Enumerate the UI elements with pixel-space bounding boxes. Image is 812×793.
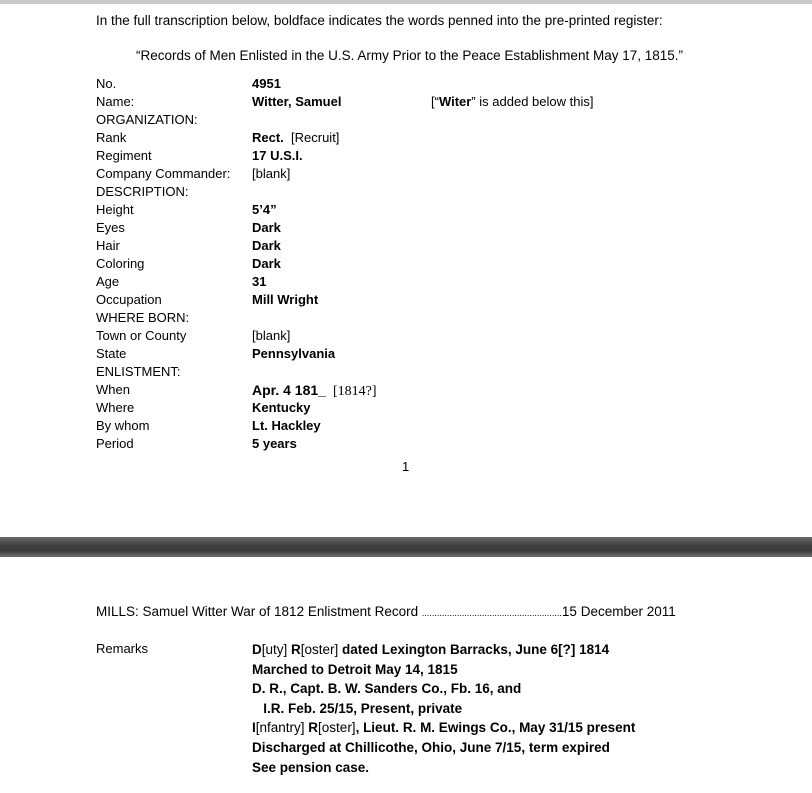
remark-line: D. R., Capt. B. W. Sanders Co., Fb. 16, and — [252, 681, 522, 697]
field-label: When — [96, 382, 130, 397]
field-label: Age — [96, 274, 120, 289]
field-value: [blank] — [252, 328, 291, 343]
remark-line: D[uty] R[oster] dated Lexington Barracks, June 6[?] 1814 — [252, 642, 610, 657]
field-label: Town or County — [96, 328, 187, 343]
field-value: Apr. 4 181_ [1814?] — [252, 382, 377, 399]
field-value: Dark — [252, 256, 281, 271]
field-label: ORGANIZATION: — [96, 112, 198, 127]
remark-line: Marched to Detroit May 14, 1815 — [252, 661, 458, 677]
header-date: 15 December 2011 — [561, 604, 676, 619]
remark-line: I.R. Feb. 25/15, Present, private — [252, 700, 463, 716]
field-label: DESCRIPTION: — [96, 184, 189, 199]
field-value: Lt. Hackley — [252, 418, 321, 433]
field-value: Mill Wright — [252, 292, 319, 307]
field-label: Regiment — [96, 148, 152, 163]
page-number: 1 — [402, 459, 410, 474]
field-label: Occupation — [96, 292, 162, 307]
field-label: Hair — [96, 238, 120, 253]
remark-line: Discharged at Chillicothe, Ohio, June 7/15, term expired — [252, 740, 610, 755]
field-value: 5’4” — [252, 202, 277, 217]
header-leader-dots: ........................................................ — [421, 608, 562, 618]
remark-line: I[nfantry] R[oster], Lieut. R. M. Ewings Co., May 31/15 present — [252, 720, 636, 736]
remark-line: See pension case. — [252, 759, 370, 775]
field-value: Witter, Samuel — [252, 94, 342, 109]
field-value: 31 — [252, 274, 267, 289]
remarks-label: Remarks — [96, 641, 149, 656]
page-separator — [0, 537, 812, 557]
field-value: 5 years — [252, 436, 297, 451]
intro-text: In the full transcription below, boldface indicates the words penned into the pre-printed register: — [96, 13, 663, 28]
field-label: Rank — [96, 130, 127, 145]
field-note: [“Witer” is added below this] — [431, 94, 594, 109]
page-header — [96, 604, 676, 619]
page-top-edge — [0, 0, 812, 4]
register-title: “Records of Men Enlisted in the U.S. Army Prior to the Peace Establishment May 17, 1815.” — [136, 48, 684, 63]
field-label: Name: — [96, 94, 135, 109]
field-label: ENLISTMENT: — [96, 364, 181, 379]
field-label: WHERE BORN: — [96, 310, 190, 325]
field-value: 17 U.S.I. — [252, 148, 303, 163]
field-label: No. — [96, 76, 117, 91]
field-value: Dark — [252, 220, 281, 235]
field-value: Pennsylvania — [252, 346, 336, 361]
field-label: Coloring — [96, 256, 145, 271]
field-value: Rect. [Recruit] — [252, 130, 340, 145]
field-annotation: [1814?] — [325, 384, 377, 399]
field-label: Where — [96, 400, 135, 415]
field-label: Period — [96, 436, 134, 451]
field-value: Kentucky — [252, 400, 311, 415]
header-title: MILLS: Samuel Witter War of 1812 Enlistment Record — [96, 604, 419, 619]
field-value: [blank] — [252, 166, 291, 181]
field-label: State — [96, 346, 127, 361]
field-annotation: [Recruit] — [283, 130, 340, 145]
field-label: By whom — [96, 418, 150, 433]
field-label: Company Commander: — [96, 166, 231, 181]
field-label: Eyes — [96, 220, 125, 235]
field-label: Height — [96, 202, 134, 217]
field-value: Dark — [252, 238, 281, 253]
field-value: 4951 — [252, 76, 281, 91]
